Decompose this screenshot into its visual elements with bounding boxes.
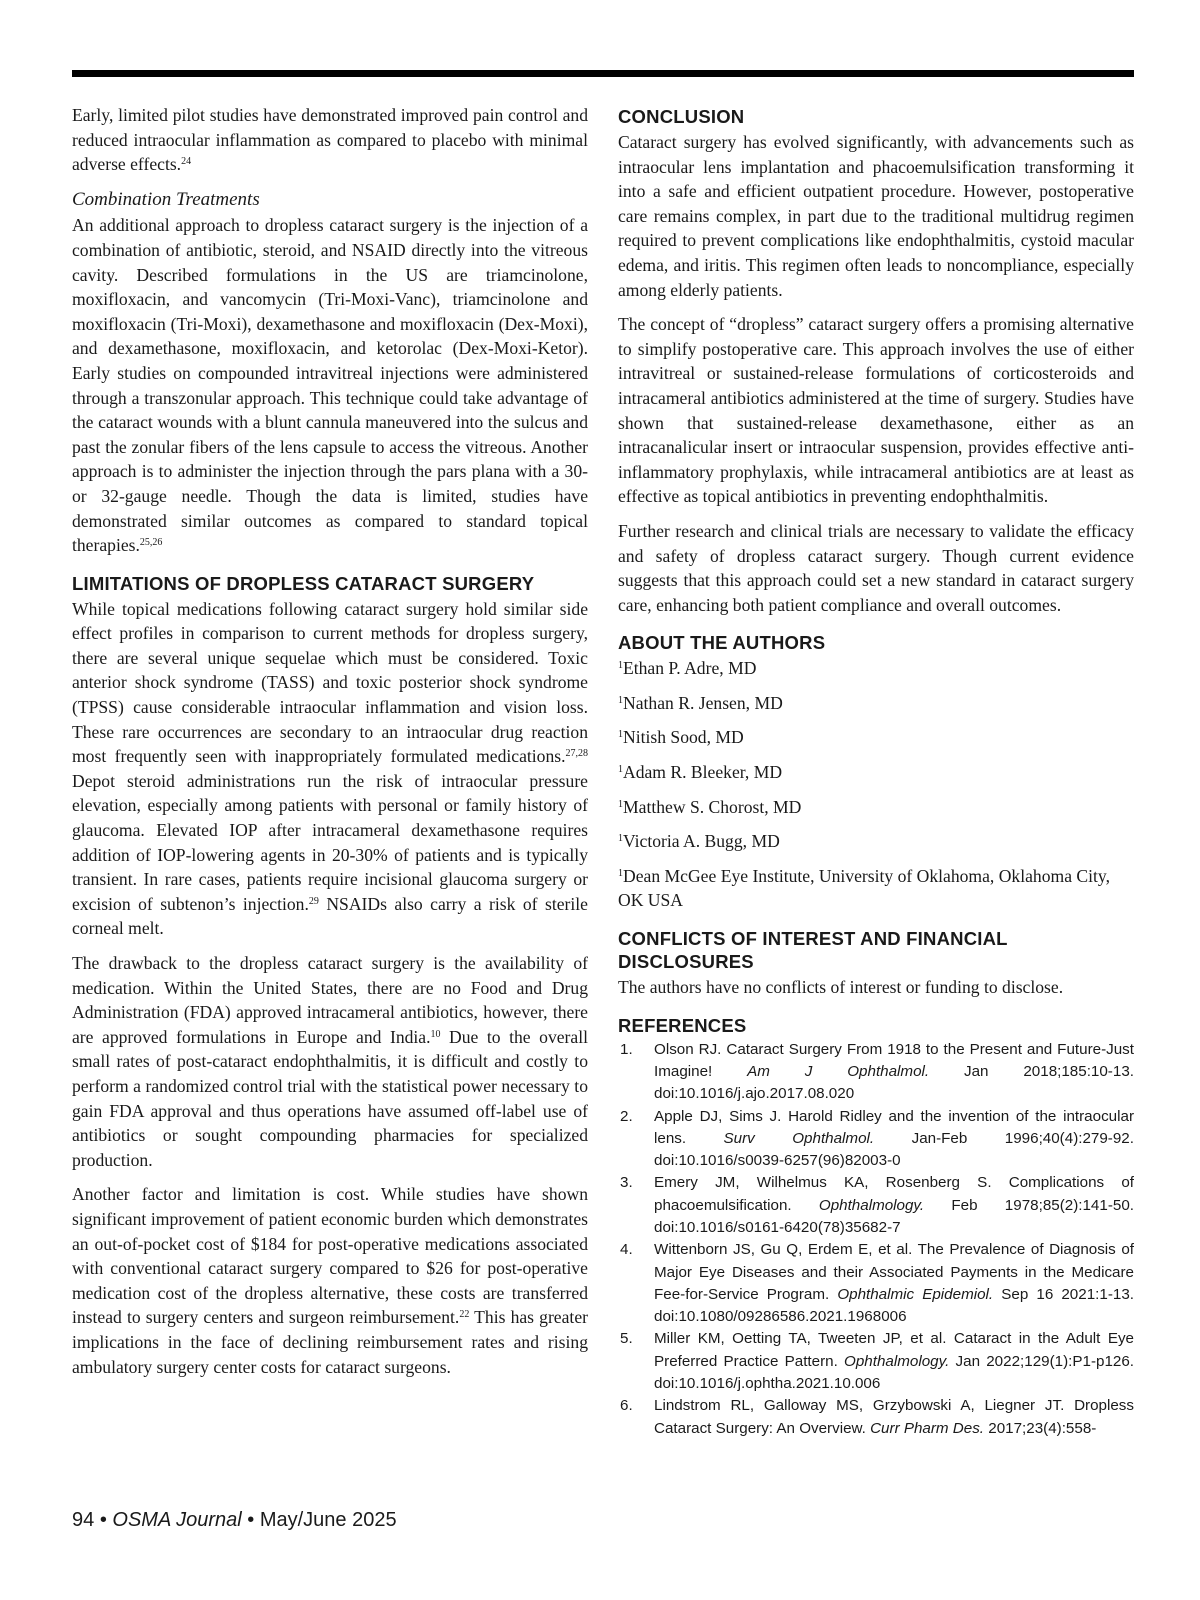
conflicts-heading: CONFLICTS OF INTEREST AND FINANCIAL DISCLOSURES: [618, 928, 1008, 973]
author-item: $^1$Adam R. Bleeker, MD: [618, 762, 783, 783]
paragraph-availability: The drawback to the dropless cataract surgery is the availability of medication. Within the United States, there are no Food and Drug Administration (FDA) approved intracameral antibiotics, however, there are approved formulations in Europe and India.$^{10}$ Due to the overall small rates of post-cataract endophthalmitis, it is difficult and costly to perform a randomized control trial with the statistical power necessary to gain FDA approval and thus operations have assumed off-label use of antibiotics or sought compounding pharmacies for specialized production.: [72, 953, 588, 1170]
reference-item: 6. Lindstrom RL, Galloway MS, Grzybowski A, Liegner JT. Dropless Cataract Surgery: An Overview. Curr Pharm Des. 2017;23(4):558-: [620, 1397, 1134, 1437]
reference-item: 4. Wittenborn JS, Gu Q, Erdem E, et al. The Prevalence of Diagnosis of Major Eye Diseases and their Associated Payments in the Medicare Fee-for-Service Program. Ophthalmic Epidemiol. Sep 16 2021:1-13. doi:10.1080/09286586.2021.1968006: [620, 1241, 1134, 1326]
paragraph-combination-treatments: An additional approach to dropless cataract surgery is the injection of a combination of antibiotic, steroid, and NSAID directly into the vitreous cavity. Described formulations in the US are triamcinolone, moxifloxacin, and vancomycin (Tri-Moxi-Vanc), triamcinolone and moxifloxacin (Tri-Moxi), dexamethasone and moxifloxacin (Dex-Moxi), and dexamethasone, moxifloxacin, and ketorolac (Dex-Moxi-Ketor). Early studies on compounded intravitreal injections were administered through a transzonular approach. This technique could take advantage of the cataract wounds with a blunt cannula maneuvered into the sulcus and past the zonular fibers of the lens capsule to access the vitreous. Another approach is to administer the injection through the pars plana with a 30- or 32-gauge needle. Though the data is limited, studies have demonstrated similar outcomes as compared to standard topical therapies.$^{25,26}$: [72, 215, 588, 556]
reference-list: [618, 1039, 1134, 1440]
journal-name: OSMA Journal: [112, 1509, 242, 1531]
author-item: $^1$Victoria A. Bugg, MD: [618, 831, 780, 852]
paragraph-conclusion-3: Further research and clinical trials are necessary to validate the efficacy and safety of dropless cataract surgery. Though current evidence suggests that this approach could set a new standard in cataract surgery care, enhancing both patient compliance and overall outcomes.: [618, 520, 1134, 615]
top-rule: [72, 70, 1134, 77]
page-number: 94: [72, 1509, 95, 1531]
author-item: $^1$Nathan R. Jensen, MD: [618, 692, 783, 713]
right-column: [618, 103, 1134, 1440]
conclusion-heading: CONCLUSION: [618, 106, 745, 127]
reference-item: 5. Miller KM, Oetting TA, Tweeten JP, et al. Cataract in the Adult Eye Preferred Practice Pattern. Ophthalmology. Jan 2022;129(1):P1-p126. doi:10.1016/j.ophtha.2021.10.006: [620, 1330, 1135, 1393]
reference-item: 2. Apple DJ, Sims J. Harold Ridley and the invention of the intraocular lens. Surv Ophthalmol. Jan-Feb 1996;40(4):279-92. doi:10.1016/s0039-6257(96)82003-0: [620, 1107, 1134, 1170]
reference-item: 3. Emery JM, Wilhelmus KA, Rosenberg S. Complications of phacoemulsification. Ophthalmology. Feb 1978;85(2):141-50. doi:10.1016/s0161-6420(78)35682-7: [620, 1174, 1134, 1236]
page-footer: [72, 1509, 397, 1532]
author-item: $^1$Nitish Sood, MD: [618, 727, 744, 748]
paragraph-cost: Another factor and limitation is cost. While studies have shown significant improvement of patient economic burden which demonstrates an out-of-pocket cost of $184 for post-operative medications associated with conventional cataract surgery compared to $26 for post-operative medication cost of the dropless alternative, these costs are transferred instead to surgery centers and surgeon reimbursement.$^{22}$ This has greater implications in the face of declining reimbursement rates and rising ambulatory surgery center costs for cataract surgeons.: [72, 1184, 588, 1377]
author-affiliation: $^1$Dean McGee Eye Institute, University of Oklahoma, Oklahoma City, OK USA: [618, 865, 1110, 911]
limitations-heading: LIMITATIONS OF DROPLESS CATARACT SURGERY: [72, 572, 535, 594]
author-item: $^1$Ethan P. Adre, MD: [618, 658, 757, 679]
paragraph-limitations: While topical medications following cataract surgery hold similar side effect profiles in comparison to current methods for dropless surgery, there are several unique sequelae which must be considered. Toxic anterior shock syndrome (TASS) and toxic posterior shock syndrome (TPSS) cause considerable intraocular inflammation and vision loss. These rare occurrences are secondary to an intraocular drug reaction most frequently seen with inappropriately formulated medications.$^{27,28}$ Depot steroid administrations run the risk of intraocular pressure elevation, especially among patients with personal or family history of glaucoma. Elevated IOP after intracameral dexamethasone requires addition of IOP-lowering agents in 20-30% of patients and is typically transient. In rare cases, patients require incisional glaucoma surgery or excision of subtenon’s injection.$^{29}$ NSAIDs also carry a risk of sterile corneal melt.: [72, 598, 588, 939]
left-column: [72, 103, 588, 1389]
author-list: [618, 656, 1134, 854]
author-item: $^1$Matthew S. Chorost, MD: [618, 796, 802, 817]
reference-item: 1. Olson RJ. Cataract Surgery From 1918 to the Present and Future-Just Imagine! Am J Ophthalmol. Jan 2018;185:10-13. doi:10.1016/j.ajo.2017.08.020: [620, 1040, 1134, 1103]
references-heading: REFERENCES: [618, 1014, 747, 1036]
footer-separator: •: [247, 1509, 255, 1531]
paragraph-pilot-studies: Early, limited pilot studies have demonstrated improved pain control and reduced intraocular inflammation as compared to placebo with minimal adverse effects.$^{24}$: [72, 105, 588, 175]
combination-treatments-subheading: Combination Treatments: [72, 188, 260, 210]
conflicts-statement: The authors have no conflicts of interest or funding to disclose.: [618, 977, 1064, 998]
issue-date: May/June 2025: [259, 1509, 397, 1531]
about-authors-heading: ABOUT THE AUTHORS: [618, 632, 826, 654]
paragraph-conclusion-1: Cataract surgery has evolved significantly, with advancements such as intraocular lens implantation and phacoemulsification transforming it into a safe and efficient outpatient procedure. However, postoperative care remains complex, in part due to the traditional multidrug regimen required to prevent complications like endophthalmitis, cystoid macular edema, and iritis. This regimen often leads to noncompliance, especially among elderly patients.: [618, 132, 1134, 300]
footer-separator: •: [99, 1509, 107, 1531]
paragraph-conclusion-2: The concept of “dropless” cataract surgery offers a promising alternative to simplify postoperative care. This approach involves the use of either intravitreal or sustained-release formulations of corticosteroids and intracameral antibiotics administered at the time of surgery. Studies have shown that sustained-release dexamethasone, either as an intracanalicular insert or intraocular suspension, provides effective anti-inflammatory prophylaxis, while intracameral antibiotics are at least as effective as topical antibiotics in preventing endophthalmitis.: [618, 314, 1134, 507]
